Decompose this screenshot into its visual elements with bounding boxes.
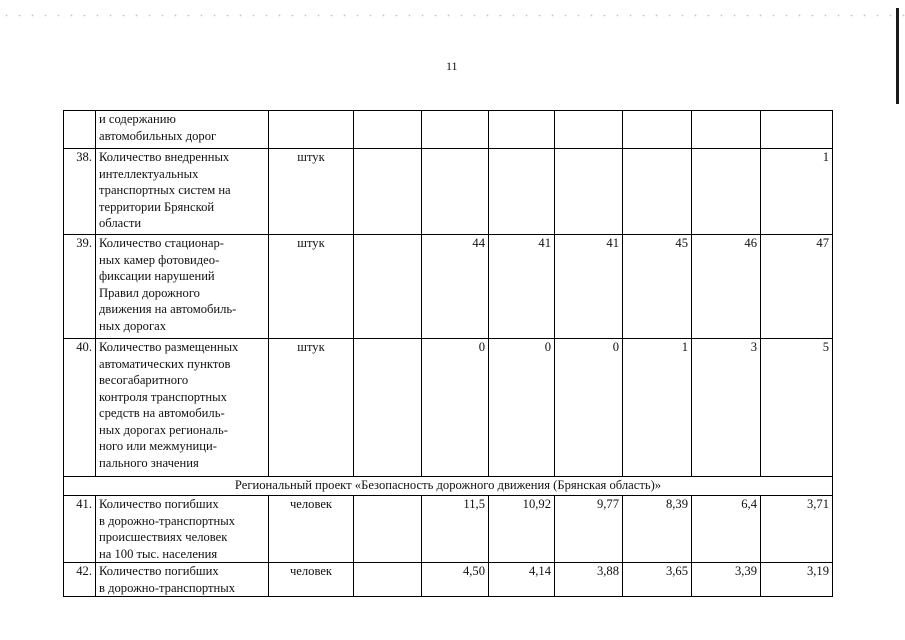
unit-cell [269, 111, 354, 149]
indicator-name-line: в дорожно-транспортных [99, 580, 236, 595]
table-row [64, 111, 833, 149]
indicator-name-line: происшествиях человек [99, 530, 228, 544]
value-cell [354, 563, 422, 597]
value-cell: 3 [692, 339, 761, 477]
indicator-name-line: фиксации нарушений [99, 269, 215, 283]
indicator-name-line: Количество внедренных [99, 150, 230, 164]
indicator-name-line: ных дорогах [99, 318, 166, 333]
indicator-name-line: ных дорогах региональ- [99, 422, 228, 437]
indicator-name [96, 339, 269, 477]
unit-cell: штук [269, 235, 354, 339]
scan-artifact-dots [0, 14, 905, 17]
value-cell: 3,88 [555, 563, 623, 597]
value-cell [354, 149, 422, 235]
indicator-name-line: Количество погибших [99, 564, 219, 578]
row-number: 42. [64, 563, 96, 597]
value-cell [692, 149, 761, 235]
value-cell [623, 149, 692, 235]
indicator-name-line: на 100 тыс. населения [99, 546, 218, 561]
value-cell: 4,50 [422, 563, 489, 597]
table-row [64, 149, 833, 235]
row-number: 39. [64, 235, 96, 339]
indicator-name-line: Количество стационар- [99, 236, 224, 250]
indicator-name-line: Правил дорожного [99, 285, 200, 300]
indicator-name-line: средств на автомобиль- [99, 406, 225, 420]
indicator-name [96, 235, 269, 339]
value-cell: 9,77 [555, 496, 623, 563]
value-cell [354, 111, 422, 149]
value-cell: 0 [555, 339, 623, 477]
indicator-name [96, 111, 269, 149]
value-cell: 45 [623, 235, 692, 339]
unit-cell: штук [269, 149, 354, 235]
value-cell: 0 [422, 339, 489, 477]
scan-artifact-bar [896, 8, 899, 104]
value-cell: 3,19 [761, 563, 833, 597]
indicator-name-line: ных камер фотовидео- [99, 252, 220, 267]
value-cell: 1 [623, 339, 692, 477]
indicator-name-line: в дорожно-транспортных [99, 513, 236, 528]
table-row [64, 235, 833, 339]
unit-cell: человек [269, 496, 354, 563]
unit-cell: человек [269, 563, 354, 597]
value-cell: 8,39 [623, 496, 692, 563]
value-cell: 11,5 [422, 496, 489, 563]
value-cell: 41 [489, 235, 555, 339]
value-cell [623, 111, 692, 149]
value-cell: 6,4 [692, 496, 761, 563]
value-cell [489, 111, 555, 149]
value-cell: 3,71 [761, 496, 833, 563]
indicator-name-line: территории Брянской [99, 199, 215, 214]
indicator-name-line: области [99, 216, 142, 230]
table-row [64, 496, 833, 563]
row-number: 38. [64, 149, 96, 235]
indicator-name-line: весогабаритного [99, 373, 189, 387]
row-number: 41. [64, 496, 96, 563]
indicator-name-line: движения на автомобиль- [99, 302, 237, 316]
value-cell: 3,65 [623, 563, 692, 597]
value-cell: 1 [761, 149, 833, 235]
value-cell: 5 [761, 339, 833, 477]
row-number [64, 111, 96, 149]
value-cell: 47 [761, 235, 833, 339]
indicator-name-line: Количество погибших [99, 497, 219, 511]
indicator-name-line: автомобильных дорог [99, 128, 217, 143]
section-row [64, 477, 833, 496]
value-cell [555, 149, 623, 235]
value-cell: 10,92 [489, 496, 555, 563]
value-cell [354, 339, 422, 477]
value-cell: 3,39 [692, 563, 761, 597]
value-cell [422, 111, 489, 149]
value-cell: 0 [489, 339, 555, 477]
indicator-name [96, 149, 269, 235]
value-cell [354, 496, 422, 563]
indicator-name [96, 563, 269, 597]
value-cell [354, 235, 422, 339]
indicator-name-line: ного или межмуници- [99, 439, 217, 453]
table-row [64, 339, 833, 477]
indicator-name-line: пального значения [99, 455, 199, 470]
indicator-name-line: интеллектуальных [99, 166, 199, 181]
indicator-table [63, 110, 833, 597]
row-number: 40. [64, 339, 96, 477]
value-cell [555, 111, 623, 149]
indicator-name-line: транспортных систем на [99, 183, 231, 197]
unit-cell: штук [269, 339, 354, 477]
indicator-name-line: контроля транспортных [99, 389, 227, 404]
section-title: Региональный проект «Безопасность дорожного движения (Брянская область)» [64, 477, 833, 496]
value-cell [761, 111, 833, 149]
value-cell: 44 [422, 235, 489, 339]
indicator-name [96, 496, 269, 563]
page-number: 11 [446, 59, 458, 73]
indicator-name-line: Количество размещенных [99, 340, 239, 354]
value-cell [422, 149, 489, 235]
indicator-name-line: и содержанию [99, 112, 176, 126]
table-row [64, 563, 833, 597]
value-cell [692, 111, 761, 149]
indicator-name-line: автоматических пунктов [99, 356, 231, 371]
value-cell: 46 [692, 235, 761, 339]
value-cell [489, 149, 555, 235]
value-cell: 41 [555, 235, 623, 339]
value-cell: 4,14 [489, 563, 555, 597]
